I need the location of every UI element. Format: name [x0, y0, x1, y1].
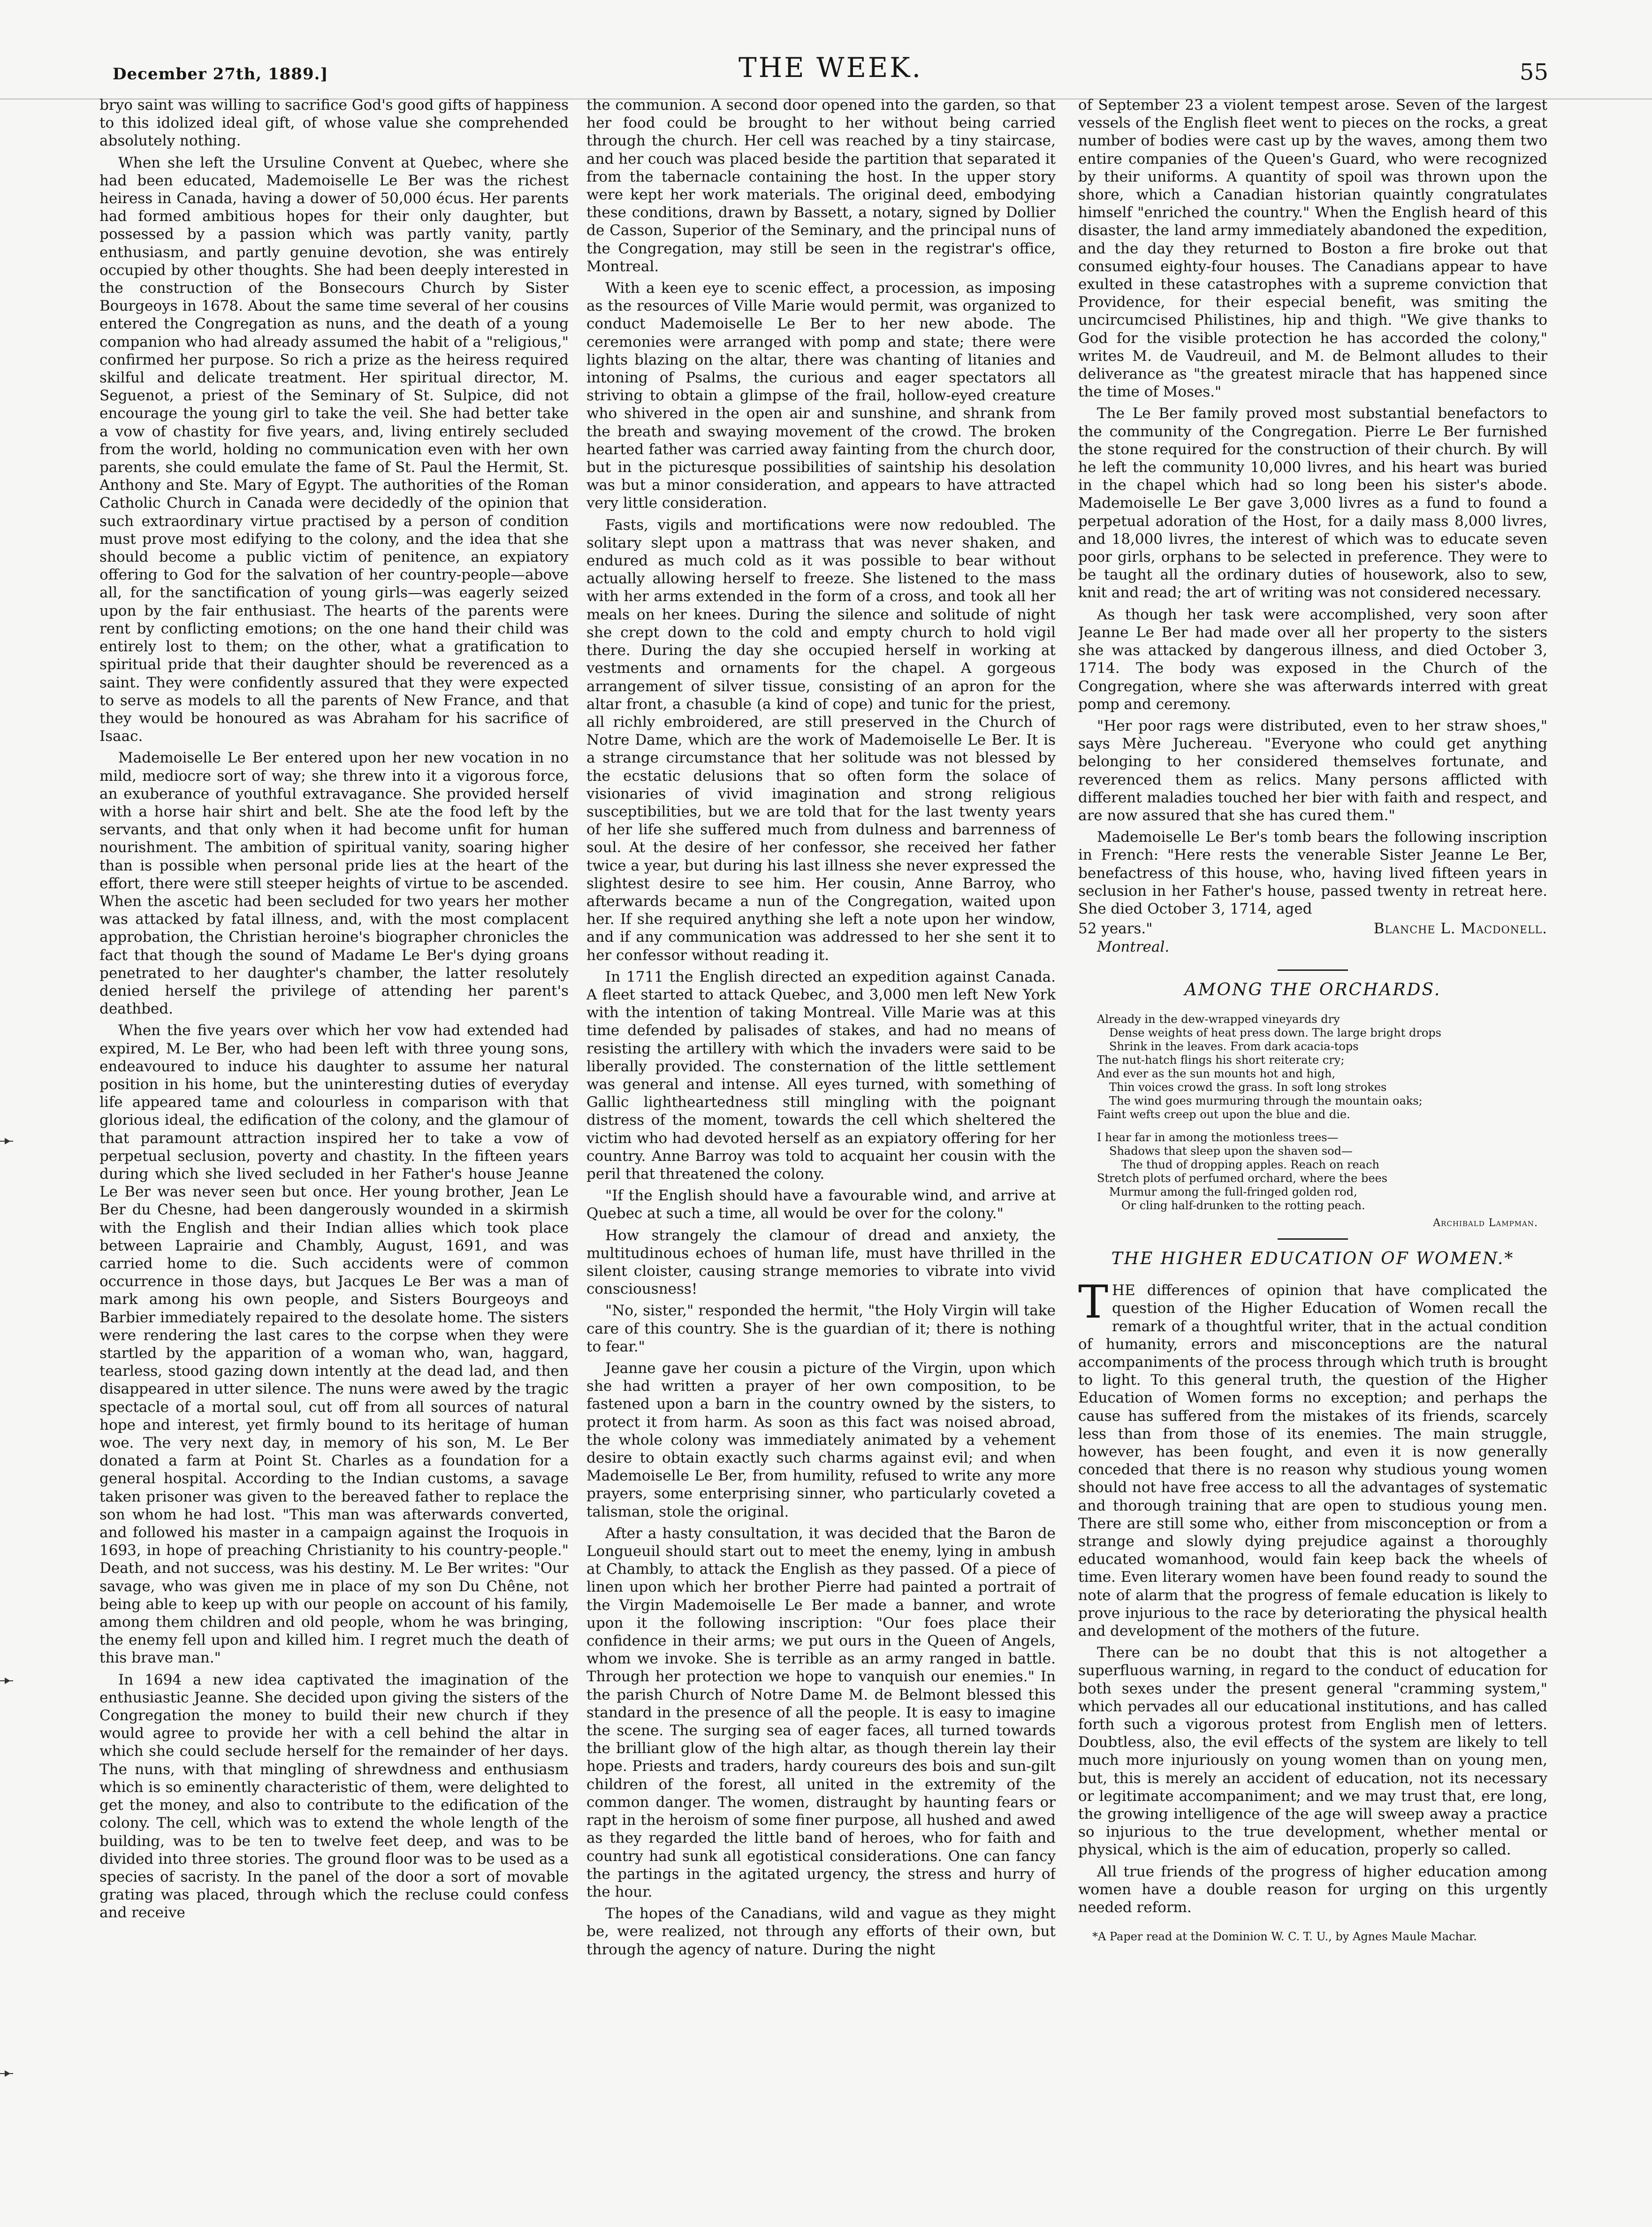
paragraph: How strangely the clamour of dread and anxiety, the multitudinous echoes of human life, must have thrilled in the silent cloister, causing strange memories to vibrate into vivid consciousness! [586, 1227, 1056, 1298]
column-2 [586, 96, 1056, 2208]
paragraph: In 1711 the English directed an expedition against Canada. A fleet started to attack Quebec, and 3,000 men left New York with the intention of taking Montreal. Ville Marie was at this time defended by palisades of stakes, and had no means of resisting the artillery with which the invaders were said to be liberally provided. The consternation of the little settlement was general and intense. All eyes turned, with something of Gallic lightheartedness still mingling with the poignant distress of the moment, towards the cell which sheltered the victim who had devoted herself as an expiatory offering for her country. Anne Barroy was told to acquaint her cousin with the peril that threatened the colony. [586, 968, 1056, 1182]
section-divider [1278, 969, 1348, 971]
paragraph: Fasts, vigils and mortifications were now redoubled. The solitary slept upon a mattrass that was never shaken, and endured as much cold as it was possible to bear without actually allowing herself to freeze. She listened to the mass with her arms extended in the form of a cross, and took all her meals on her knees. During the silence and solitude of night she crept down to the cold and empty church to hold vigil there. During the day she occupied herself in working at vestments and ornaments for the chapel. A gorgeous arrangement of silver tissue, consisting of an apron for the altar front, a chasuble (a kind of cope) and tunic for the priest, all richly embroidered, are still preserved in the Church of Notre Dame, which are the work of Mademoiselle Le Ber. It is a strange circumstance that her solitude was not blessed by the ecstatic delusions that so often form the solace of visionaries of vivid imagination and strong religious susceptibilities, but we are told that for the last twenty years of her life she suffered much from dulness and barrenness of soul. At the desire of her confessor, she received her father twice a year, but during his last illness she never expressed the slightest desire to see him. Her cousin, Anne Barroy, who afterwards became a nun of the Congregation, waited upon her. If she required anything she left a note upon her window, and if any communication was addressed to her she sent it to her confessor without reading it. [586, 516, 1056, 964]
margin-arrow-icon [0, 1138, 13, 1144]
paragraph: After a hasty consultation, it was decided that the Baron de Longueuil should start out to meet the enemy, lying in ambush at Chambly, to attack the English as they passed. Of a piece of linen upon which her brother Pierre had painted a portrait of the Virgin Mademoiselle Le Ber made a banner, and wrote upon it the following inscription: "Our foes place their confidence in their arms; we put ours in the Queen of Angels, whom we invoke. She is terrible as an army ranged in battle. Through her protection we hope to vanquish our enemies." In the parish Church of Notre Dame M. de Belmont blessed this standard in the presence of all the people. It is easy to imagine the scene. The surging sea of eager faces, all turned towards the brilliant glow of the high altar, as though therein lay their hope. Priests and traders, hardy coureurs des bois and sun-gilt children of the forest, all united in the extremity of the common danger. The women, distraught by haunting fears or rapt in the heroism of some finer purpose, all hushed and awed as they regarded the little band of heroes, who for faith and country had sunk all egotistical considerations. One can fancy the partings in the agitated urgency, the stress and hurry of the hour. [586, 1525, 1056, 1900]
paragraph: When the five years over which her vow had extended had expired, M. Le Ber, who had been left with three young sons, endeavoured to induce his daughter to assume her natural position in his home, but the uninteresting duties of everyday life appeared tame and colourless in comparison with that glorious ideal, the edification of the colony, and the glamour of that paramount attraction inspired her to take a vow of perpetual seclusion, poverty and chastity. In the fifteen years during which she lived secluded in her Father's house Jeanne Le Ber was never seen but once. Her young brother, Jean Le Ber du Chesne, had been dangerously wounded in a skirmish with the English and their Indian allies which took place between Laprairie and Chambly, August, 1691, and was carried home to die. Such accidents were of common occurrence in those days, but Jacques Le Ber was a man of mark among his own people, and Sisters Bourgeoys and Barbier immediately repaired to the desolate home. The sisters were rendering the last cares to the corpse when they were startled by the apparition of a woman who, wan, haggard, tearless, stood gazing down intently at the dead lad, and then disappeared in utter silence. The nuns were awed by the tragic spectacle of a mortal soul, cut off from all sources of natural hope and interest, yet firmly bound to its heritage of human woe. The very next day, in memory of his son, M. Le Ber donated a farm at Point St. Charles as a foundation for a general hospital. According to the Indian customs, a savage taken prisoner was given to the bereaved father to replace the son whom he had lost. "This man was afterwards converted, and followed his master in a campaign against the Iroquois in 1693, in hope of preaching Christianity to his country-people." Death, and not success, was his destiny. M. Le Ber writes: "Our savage, who was given me in place of my son Du Chêne, not being able to keep up with our people on account of his family, among them children and old people, whom he was bringing, the enemy fell upon and killed him. I regret much the death of this brave man." [99, 1022, 569, 1667]
column-1 [99, 96, 569, 2208]
margin-arrow-icon [0, 2070, 13, 2077]
paragraph: "No, sister," responded the hermit, "the Holy Virgin will take care of this country. She is the guardian of it; there is nothing to fear." [586, 1302, 1056, 1355]
paragraph: All true friends of the progress of higher education among women have a double reason for urging on this urgently needed reform. [1078, 1863, 1547, 1916]
poem-line: Or cling half-drunken to the rotting peach. [1121, 1199, 1365, 1213]
poem-line: Already in the dew-wrapped vineyards dry [1097, 1013, 1340, 1026]
paragraph: the communion. A second door opened into the garden, so that her food could be brought to her without being carried through the church. Her cell was reached by a tiny staircase, and her couch was placed beside the partition that separated it from the tabernacle containing the host. In the upper story were kept her work materials. The original deed, embodying these conditions, drawn by Bassett, a notary, signed by Dollier de Casson, Superior of the Seminary, and the principal nuns of the Congregation, may still be seen in the registrar's office, Montreal. [586, 97, 1056, 275]
paragraph: The Le Ber family proved most substantial benefactors to the community of the Congregation. Pierre Le Ber furnished the stone required for the construction of their church. By will he left the community 10,000 livres, and his heart was buried in the chapel which had so long been his sister's abode. Mademoiselle Le Ber gave 3,000 livres as a fund to found a perpetual adoration of the Host, for a daily mass 8,000 livres, and 18,000 livres, the interest of which was to educate seven poor girls, orphans to be selected in preference. They were to be taught all the ordinary duties of housework, also to sew, knit and read; the art of writing was not considered necessary. [1078, 405, 1547, 602]
article-signature [1078, 920, 1547, 938]
poem-line: The wind goes murmuring through the mountain oaks; [1109, 1094, 1423, 1108]
poem-stanza [1097, 1013, 1547, 1213]
article-title: THE HIGHER EDUCATION OF WOMEN.* [1111, 1249, 1515, 1269]
paragraph: When she left the Ursuline Convent at Quebec, where she had been educated, Mademoiselle Le Ber was the richest heiress in Canada, having a dower of 50,000 écus. Her parents had formed ambitious hopes for their only daughter, but possessed by a passion which was partly vanity, partly enthusiasm, and partly genuine devotion, she was entirely occupied by other thoughts. She had been deeply interested in the construction of the Bonsecours Church by Sister Bourgeoys in 1678. About the same time several of her cousins entered the Congregation as nuns, and the death of a young companion who had already assumed the habit of a "religious," confirmed her purpose. So rich a prize as the heiress required skilful and delicate treatment. Her spiritual director, M. Seguenot, a priest of the Seminary of St. Sulpice, did not encourage the young girl to take the veil. She had better take a vow of chastity for five years, and, living entirely secluded from the world, holding no communication even with her own parents, she could emulate the fame of St. Paul the Hermit, St. Anthony and Ste. Mary of Egypt. The authorities of the Roman Catholic Church in Canada were decidedly of the opinion that such extraordinary virtue practised by a person of condition must prove most edifying to the colony, and the idea that she should become a public victim of penitence, an expiatory offering to God for the salvation of her country-people—above all, for the sanctification of young girls—was eagerly seized upon by the fair enthusiast. The hearts of the parents were rent by conflicting emotions; on the one hand their child was entirely lost to them; on the other, what a gratification to spiritual pride that their daughter should be reverenced as a saint. They were confidently assured that they were expected to serve as models to all the parents of New France, and that they would be honoured as was Abraham for his sacrifice of Isaac. [99, 154, 569, 745]
paragraph: With a keen eye to scenic effect, a procession, as imposing as the resources of Ville Marie would permit, was organized to conduct Mademoiselle Le Ber to her new abode. The ceremonies were arranged with pomp and state; there were lights blazing on the altar, there was chanting of litanies and intoning of Psalms, the curious and eager spectators all striving to obtain a glimpse of the frail, hollow-eyed creature who shivered in the open air and sunshine, and shrank from the breath and swaying movement of the crowd. The broken hearted father was carried away fainting from the church door, but in the picturesque possibilities of saintship his desolation was but a minor consideration, and appears to have attracted very little consideration. [586, 280, 1056, 512]
poem-line: I hear far in among the motionless trees— [1097, 1131, 1339, 1144]
poem-line: Murmur among the full-fringed golden rod, [1109, 1185, 1357, 1199]
poem-author: Archibald Lampman. [1433, 1217, 1538, 1229]
poem-line: Shrink in the leaves. From dark acacia-tops [1109, 1040, 1359, 1053]
paragraph: Mademoiselle Le Ber entered upon her new vocation in no mild, mediocre sort of way; she threw into it a vigorous force, an exuberance of youthful extravagance. She provided herself with a horse hair shirt and belt. She ate the food left by the servants, and that only when it had become unfit for human nourishment. The ambition of spiritual vanity, soaring higher than is possible when personal pride lies at the heart of the effort, there were still steeper heights of virtue to be ascended. When the ascetic had been secluded for two years her mother was attacked by fatal illness, and, with the most complacent approbation, the Christian heroine's biographer chronicles the fact that though the sound of Madame Le Ber's dying groans penetrated to her daughter's chamber, the latter resolutely denied herself the privilege of attending her parent's deathbed. [99, 749, 569, 1018]
paragraph: There can be no doubt that this is not altogether a superfluous warning, in regard to the conduct of education for both sexes under the present general "cramming system," which pervades all our educational institutions, and has called forth such a vigorous protest from English men of letters. Doubtless, also, the evil effects of the system are likely to tell much more injuriously on young women than on young men, but, this is merely an accident of education, not its necessary or legitimate accompaniment; and we may trust that, ere long, the growing intelligence of the age will sweep away a practice so injurious to the true development, whether mental or physical, which is the aim of education, properly so called. [1078, 1644, 1547, 1859]
issue-date: December 27th, 1889.] [113, 65, 328, 84]
poem-line: The thud of dropping apples. Reach on reach [1121, 1158, 1379, 1172]
poem-line: Stretch plots of perfumed orchard, where the bees [1097, 1172, 1388, 1185]
poem-line: And ever as the sun mounts hot and high, [1097, 1067, 1336, 1081]
signature-date: 52 years." [1078, 920, 1153, 938]
paragraph: "Her poor rags were distributed, even to her straw shoes," says Mère Juchereau. "Everyone who could get anything belonging to her considered themselves fortunate, and reverenced them as relics. Many persons afflicted with different maladies touched her bier with faith and respect, and are now assured that she has cured them." [1078, 717, 1547, 824]
page-number: 55 [1519, 59, 1548, 85]
drop-cap: T [1078, 1276, 1109, 1329]
paragraph: of September 23 a violent tempest arose. Seven of the largest vessels of the English fleet went to pieces on the rocks, a great number of bodies were cast up by the waves, among them two entire companies of the Queen's Guard, who were recognized by their uniforms. A quantity of spoil was thrown upon the shore, which a Canadian historian quaintly congratulates himself "enriched the country." When the English heard of this disaster, the land army immediately abandoned the expedition, and the day they returned to Boston a fire broke out that consumed eighty-four houses. The Canadians appear to have exulted in these catastrophes with a supreme conviction that Providence, for their especial benefit, was smiting the uncircumcised Philistines, hip and thigh. "We give thanks to God for the visible protection he has accorded the colony," writes M. de Vaudreuil, and M. de Belmont alludes to their deliverance as "the greatest miracle that has happened since the time of Moses." [1078, 97, 1547, 401]
poem-line: Thin voices crowd the grass. In soft long strokes [1109, 1081, 1387, 1094]
masthead-title: THE WEEK. [738, 52, 923, 84]
paragraph [1078, 1276, 1547, 1640]
poem-title: AMONG THE ORCHARDS. [1184, 980, 1441, 1000]
paragraph: As though her task were accomplished, very soon after Jeanne Le Ber had made over all her property to the sisters she was attacked by dangerous illness, and died October 3, 1714. The body was exposed in the Church of the Congregation, where she was afterwards interred with great pomp and ceremony. [1078, 606, 1547, 713]
paragraph: "If the English should have a favourable wind, and arrive at Quebec at such a time, all would be over for the colony." [586, 1187, 1056, 1222]
paragraph: Jeanne gave her cousin a picture of the Virgin, upon which she had written a prayer of her own composition, to be fastened upon a barn in the country owned by the sisters, to protect it from harm. As soon as this fact was noised abroad, the whole colony was immediately animated by a vehement desire to obtain exactly such charms against evil; and when Mademoiselle Le Ber, from humility, refused to write any more prayers, some enterprising sinner, who particularly coveted a talisman, stole the original. [586, 1360, 1056, 1520]
dateline-place: Montreal. [1097, 938, 1170, 956]
poem-line: The nut-hatch flings his short reiterate cry; [1097, 1053, 1345, 1067]
margin-arrow-icon [0, 1678, 13, 1684]
paragraph: bryo saint was willing to sacrifice God's good gifts of happiness to this idolized ideal gift, of whose value she comprehended absolutely nothing. [99, 97, 569, 150]
paragraph-text: HE differences of opinion that have complicated the question of the Higher Education of Women recall the remark of a thoughtful writer, that in the actual condition of humanity, errors and misconceptions are the natural accompaniments of the process through which truth is brought to light. To this general truth, the question of the Higher Education of Women forms no exception; and perhaps the cause has suffered from the mistakes of its friends, scarcely less than from those of its enemies. The main struggle, however, has been fought, and even it is now generally conceded that there is no reason why studious young women should not have free access to all the advantages of systematic and thorough training that are open to studious young men. There are still some who, either from misconception or from a strange and slowly dying prejudice against a thoroughly educated womanhood, would fain keep back the wheels of time. Even literary women have been found ready to sound the note of alarm that the progress of female education is likely to prove injurious to the race by deteriorating the physical health and development of the mothers of the future. [1078, 1282, 1547, 1640]
poem-line: Dense weights of heat press down. The large bright drops [1109, 1026, 1441, 1040]
section-divider [1278, 1238, 1348, 1240]
poem-line: Shadows that sleep upon the shaven sod— [1109, 1144, 1353, 1158]
page-header [113, 52, 1548, 102]
paragraph: Mademoiselle Le Ber's tomb bears the following inscription in French: "Here rests the venerable Sister Jeanne Le Ber, benefactress of this house, who, having lived fifteen years in seclusion in her Father's house, passed twenty in retreat here. She died October 3, 1714, aged [1078, 829, 1547, 917]
poem-line: Faint wefts creep out upon the blue and die. [1097, 1108, 1350, 1121]
column-3 [1078, 96, 1547, 2208]
paragraph: The hopes of the Canadians, wild and vague as they might be, were realized, not through any efforts of their own, but through the agency of nature. During the night [586, 1905, 1056, 1958]
paragraph: In 1694 a new idea captivated the imagination of the enthusiastic Jeanne. She decided upon giving the sisters of the Congregation the money to build their new church if they would agree to provide her with a cell behind the altar in which she could seclude herself for the remainder of her days. The nuns, with that mingling of shrewdness and enthusiasm which is so eminently characteristic of them, were delighted to get the money, and also to contribute to the edification of the colony. The cell, which was to extend the whole length of the building, was to be ten to twelve feet deep, and was to be divided into three stories. The ground floor was to be used as a species of sacristy. In the panel of the door a sort of movable grating was placed, through which the recluse could confess and receive [99, 1671, 569, 1922]
footnote: *A Paper read at the Dominion W. C. T. U., by Agnes Maule Machar. [1092, 1930, 1477, 1944]
author-name: Blanche L. Macdonell. [1373, 920, 1547, 938]
